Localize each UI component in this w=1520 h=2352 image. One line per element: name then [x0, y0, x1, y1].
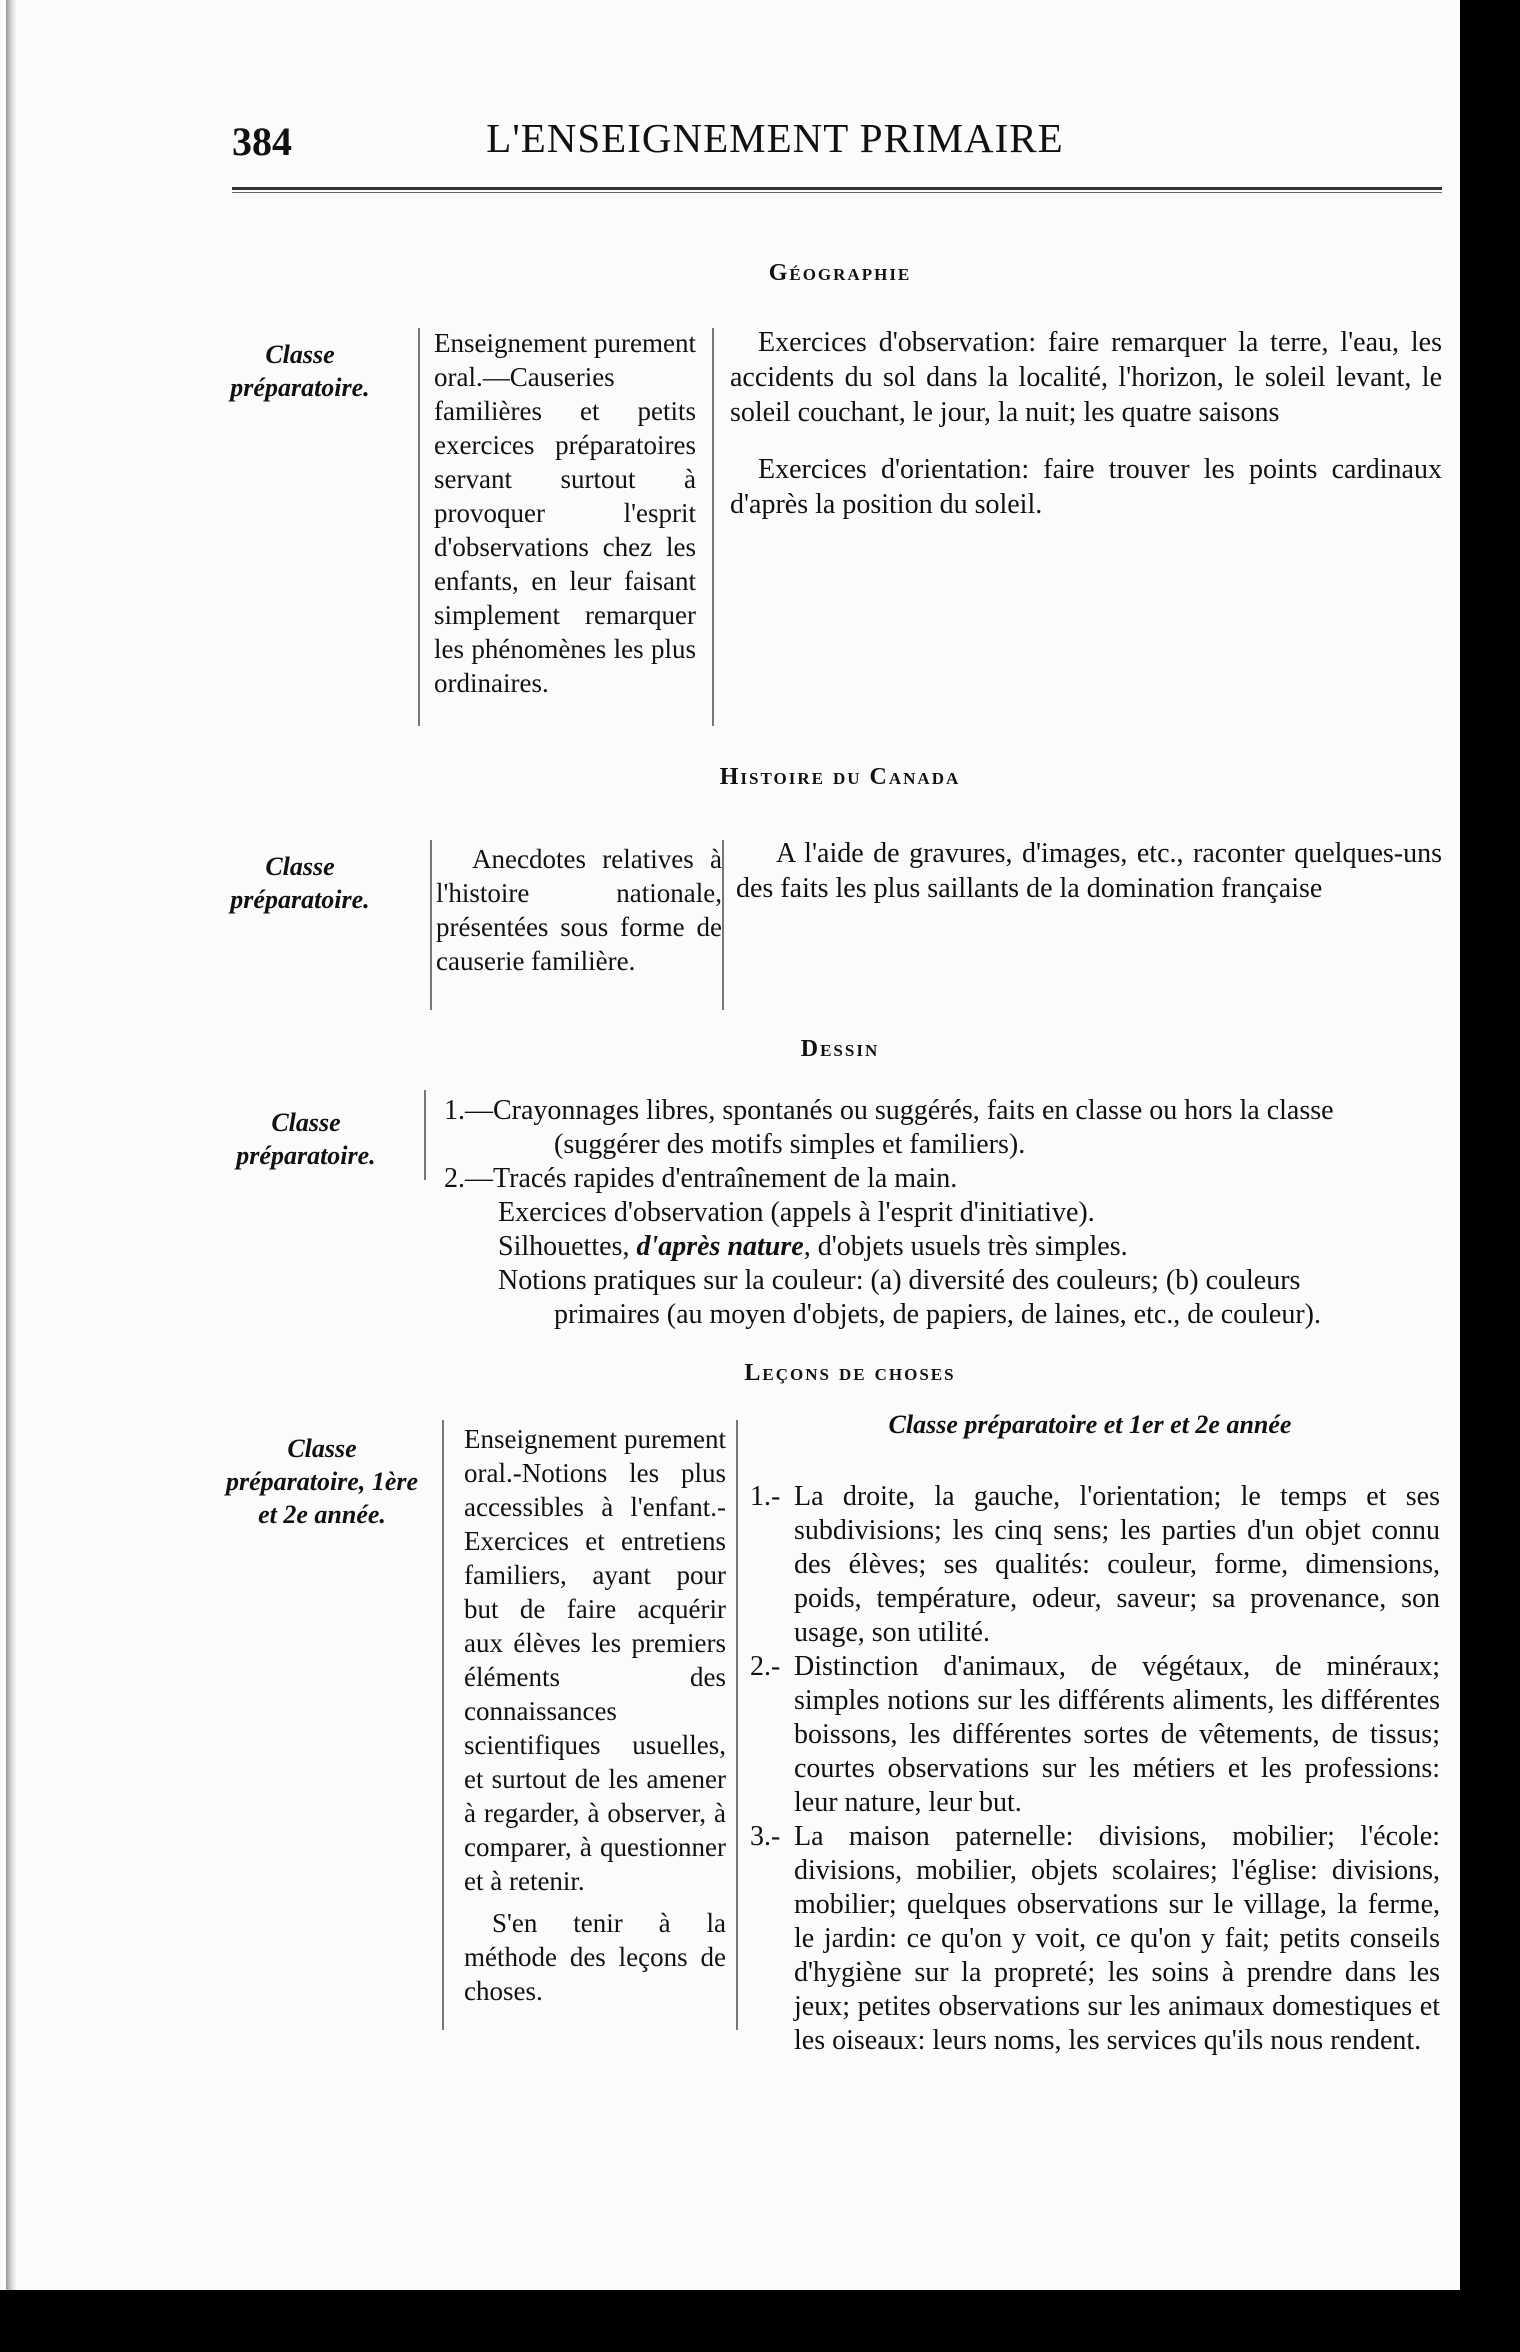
section-title-histoire: Histoire du Canada [719, 764, 961, 790]
page-edge [6, 0, 16, 2290]
column-rule [736, 1420, 738, 2030]
section-title-dessin: Dessin [800, 1036, 880, 1062]
column-rule [430, 840, 432, 1010]
geographie-observation: Exercices d'observation: faire remarquer la terre, l'eau, les accidents du sol dans la localité, l'horizon, le soleil levant, le soleil couchant, le jour, la nuit; les quatre saisons [730, 327, 1442, 428]
lecons-item-2 [750, 1650, 1440, 1820]
column-rule [712, 328, 714, 726]
column-rule [722, 840, 724, 1010]
column-rule [418, 328, 420, 726]
lecons-item-3-text: La maison paternelle: divisions, mobilier; l'école: divisions, mobilier, objets scolaires; l'église: divisions, mobilier; quelques observations sur le village, la ferme, le jardin: ce qu'on y voit, ce qu'on y fait; petits conseils d'hygiène sur la propreté; les soins à prendre dans les jeux; petites observations sur les animaux domestiques et les oiseaux: leurs noms, les services qu'ils nous rendent. [794, 1821, 1440, 2056]
header-rule [232, 187, 1442, 190]
dessin-silhouettes-c: , d'objets usuels très simples. [803, 1231, 1128, 1262]
dessin-silhouettes-b: d'après nature [636, 1231, 804, 1262]
histoire-program: A l'aide de gravures, d'images, etc., raconter quelques-uns des faits les plus saillants de la domination française [736, 838, 1442, 904]
lecons-item-3-number: 3.- [750, 1821, 781, 1852]
dessin-observation: Exercices d'observation (appels à l'esprit d'initiative). [498, 1197, 1095, 1228]
lecons-item-3 [750, 1820, 1440, 2058]
lecons-method-1: Enseignement purement oral.-Notions les plus accessibles à l'enfant.-Exercices et entretiens familiers, ayant pour but de faire acquérir aux élèves les premiers éléments des connaissances scientifiques usuelles, et surtout de les amener à regarder, à observer, à comparer, à questionner et à retenir. [464, 1424, 726, 1896]
class-label-lecons: Classe préparatoire, 1ère et 2e année. [225, 1434, 419, 1529]
lecons-item-1 [750, 1480, 1440, 1650]
geographie-method: Enseignement purement oral.—Causeries familières et petits exercices préparatoires servant surtout à provoquer l'esprit d'observations chez les enfants, en leur faisant simplement remarquer les phénomènes les plus ordinaires. [434, 328, 696, 698]
running-title: L'ENSEIGNEMENT PRIMAIRE [486, 115, 1064, 161]
lecons-method [464, 1422, 726, 2008]
dessin-item-1-text: Crayonnages libres, spontanés ou suggérés, faits en classe ou hors la classe [493, 1095, 1334, 1126]
lecons-list [750, 1480, 1440, 2058]
histoire-method: Anecdotes relatives à l'histoire nationale, présentées sous forme de causerie familière. [436, 844, 722, 976]
header-rule-thin [232, 192, 1442, 193]
lecons-method-2: S'en tenir à la méthode des leçons de choses. [464, 1908, 726, 2006]
lecons-item-2-number: 2.- [750, 1651, 781, 1682]
geographie-orientation: Exercices d'orientation: faire trouver les points cardinaux d'après la position du soleil. [730, 454, 1442, 520]
column-rule [424, 1090, 426, 1180]
lecons-item-1-text: La droite, la gauche, l'orientation; le temps et ses subdivisions; les cinq sens; les parties d'un objet connu des élèves; ses qualités: couleur, forme, dimensions, poids, température, odeur, saveur; sa provenance, son usage, son utilité. [794, 1481, 1440, 1648]
lecons-subtitle: Classe préparatoire et 1er et 2e année [888, 1410, 1292, 1439]
dessin-item-1-cont: (suggérer des motifs simples et familiers). [554, 1129, 1026, 1160]
class-label-dessin: Classe préparatoire. [236, 1108, 376, 1170]
lecons-item-2-text: Distinction d'animaux, de végétaux, de minéraux; simples notions sur les différents aliments, les différentes boissons, les différentes sortes de vêtements, de tissus; courtes observations sur les métiers et les professions: leur nature, leur but. [794, 1651, 1440, 1818]
geographie-program [730, 325, 1442, 522]
class-label-geographie: Classe préparatoire. [230, 340, 370, 402]
class-label-histoire: Classe préparatoire. [230, 852, 370, 914]
section-title-geographie: Géographie [768, 260, 912, 286]
dessin-item-1-number: 1.— [444, 1095, 493, 1126]
dessin-silhouettes-a: Silhouettes, [498, 1231, 637, 1262]
dessin-item-2-text: Tracés rapides d'entraînement de la main. [493, 1163, 958, 1194]
section-title-lecons: Leçons de choses [744, 1360, 956, 1386]
dessin-item-2-number: 2.— [444, 1163, 493, 1194]
dessin-program [444, 1094, 1444, 1332]
dessin-couleur: Notions pratiques sur la couleur: (a) diversité des couleurs; (b) couleurs [498, 1265, 1301, 1296]
dessin-couleur-cont: primaires (au moyen d'objets, de papiers, de laines, etc., de couleur). [554, 1299, 1321, 1330]
page-number: 384 [232, 119, 292, 164]
dessin-silhouettes [444, 1230, 1444, 1264]
lecons-item-1-number: 1.- [750, 1481, 781, 1512]
column-rule [442, 1420, 444, 2030]
